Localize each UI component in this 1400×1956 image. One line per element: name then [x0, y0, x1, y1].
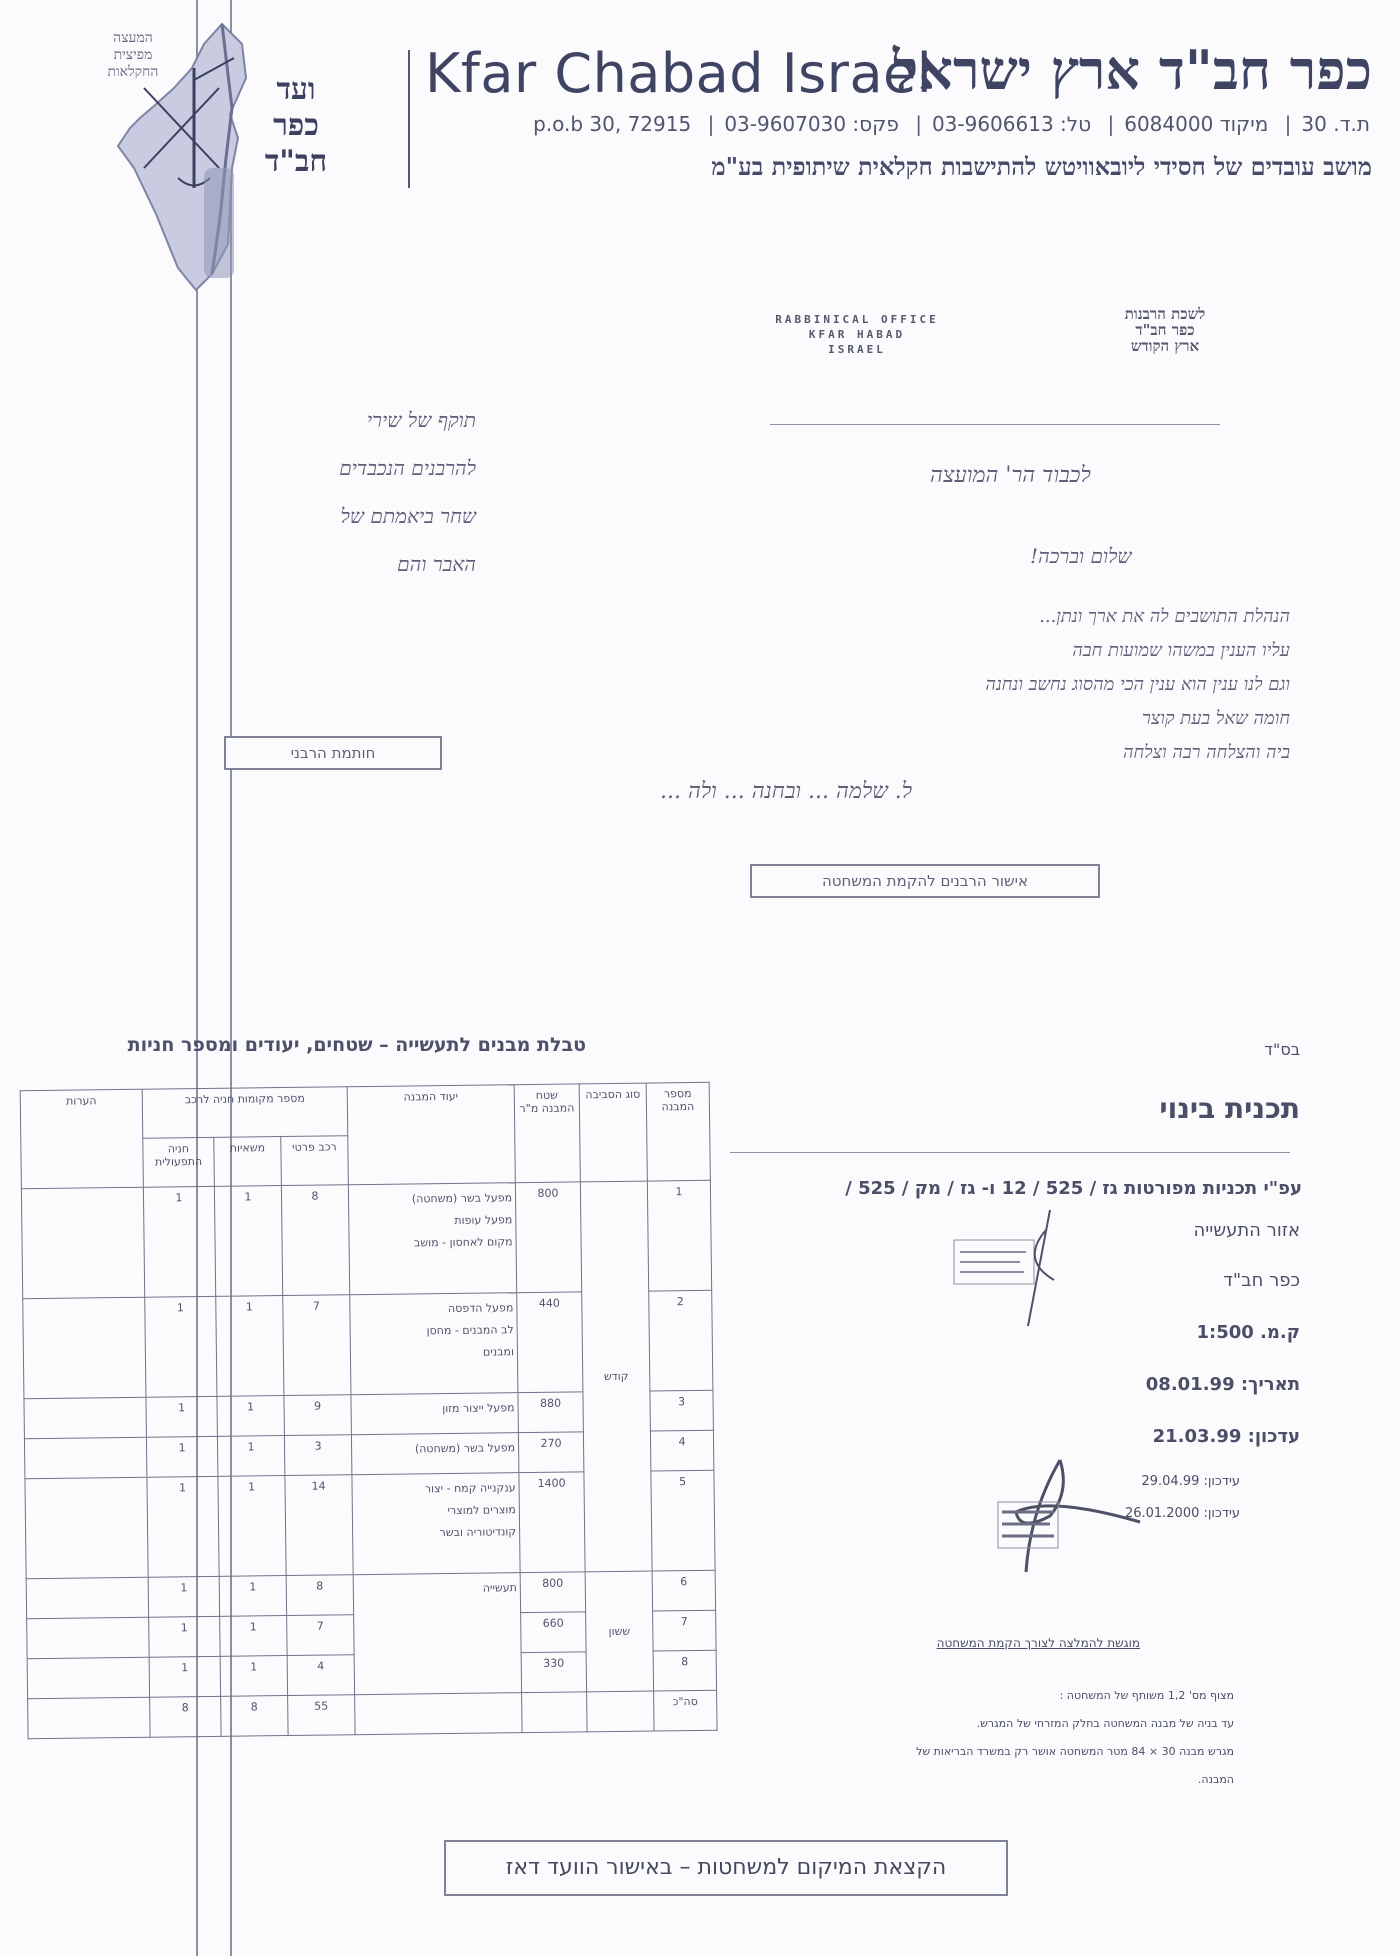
handwritten-line: עליו הענין במשהו שמועות חבה: [1072, 640, 1290, 661]
cell-area: 660: [521, 1612, 586, 1653]
cell-zone: קודש: [580, 1181, 652, 1572]
handwritten-left-note: [226, 396, 476, 588]
rabbinical-office-hebrew: [1050, 306, 1280, 354]
cell-cars: 55: [288, 1695, 355, 1736]
cell-notes: [25, 1477, 148, 1578]
col-header-built-area: שטח המבנה מ"ר: [514, 1084, 580, 1183]
col-header-trucks: משאיות: [214, 1137, 282, 1187]
cell-zone-empty: [587, 1691, 654, 1732]
cell-uses: [355, 1693, 522, 1735]
rabbinical-office-line: KFAR HABAD: [808, 328, 906, 341]
cell-cars: 4: [287, 1655, 354, 1696]
cell-area: 800: [515, 1182, 581, 1293]
cell-uses: [351, 1393, 518, 1435]
table-row: [21, 1180, 711, 1298]
handwritten-greeting: שלום וברכה!: [1030, 544, 1132, 568]
buildings-table-wrap: [20, 1082, 719, 1800]
cell-cars: 7: [287, 1615, 354, 1656]
col-header-purpose: יעוד המבנה: [347, 1085, 515, 1185]
cell-uses: [351, 1433, 518, 1475]
engineer-stamp-signature-icon: [950, 1200, 1070, 1330]
cell-uses: [350, 1293, 518, 1395]
col-header-notes: הערות: [20, 1089, 143, 1188]
cell-area: 1400: [519, 1472, 585, 1573]
cell-area: 800: [520, 1572, 585, 1613]
rabbinical-office-line: ארץ הקודש: [1130, 337, 1200, 355]
use-line: מפעל בשר (משחטה): [414, 1441, 516, 1456]
cell-area: 440: [517, 1292, 583, 1393]
stamp-label: חותמת הרבני: [290, 744, 376, 762]
cell-notes: [27, 1657, 149, 1698]
cell-cars: 8: [286, 1575, 353, 1616]
cell-notes: [24, 1437, 146, 1478]
use-line: ומבנים: [482, 1345, 514, 1359]
handwritten-body: [670, 600, 1290, 770]
title-hebrew: כפר חב"ד ארץ ישראל: [893, 38, 1372, 102]
cell-zone: ששון: [585, 1571, 653, 1692]
col-header-parking: מספר מקומות חניה לרכב: [142, 1087, 348, 1139]
cell-cars: 3: [284, 1435, 351, 1476]
cell-notes: [23, 1297, 146, 1398]
title-english: Kfar Chabad Israel: [425, 42, 933, 105]
cell-loading: 1: [149, 1656, 220, 1697]
approval-line: עד בניה של מבנה המשחטה בחלק המזרחי של המגרש.: [976, 1717, 1234, 1730]
handwritten-line: להרבנים הנכבדים: [339, 456, 476, 480]
rabbinical-office-line: כפר חב"ד: [1135, 321, 1195, 339]
logo-small-line: המעצה: [113, 30, 153, 46]
use-line: מוצרים למוצרי: [447, 1503, 516, 1518]
cell-loading: 1: [143, 1186, 215, 1297]
rabbinical-office-line: RABBINICAL OFFICE: [775, 313, 939, 326]
rabbinical-office-english: [722, 312, 992, 357]
cell-area: 880: [518, 1392, 583, 1433]
handwritten-line: וגם לנו ענין הוא ענין הכי מהסוג נחשב ונחנה: [985, 674, 1290, 695]
cell-loading: 1: [149, 1616, 220, 1657]
use-line: מפעל עופות: [454, 1213, 513, 1227]
cell-num: 4: [650, 1430, 713, 1471]
plan-extra-date: עידכון: 26.01.2000: [1124, 1506, 1240, 1521]
pob-english: p.o.b 30, 72915: [533, 112, 692, 136]
handwritten-line: ביה והצלחה רבה וצלחה: [1122, 742, 1290, 763]
plan-date: תאריך: 08.01.99: [1145, 1374, 1300, 1395]
cell-trucks: 1: [220, 1656, 287, 1697]
handwritten-addressee: לכבוד הר' המועצה: [930, 463, 1091, 488]
handwritten-line: שחר ביאמתם של: [340, 504, 476, 528]
header-separator: [408, 50, 410, 188]
cell-cars: 8: [281, 1185, 349, 1296]
cell-num: 8: [653, 1650, 716, 1691]
letter-date-rule: [770, 424, 1220, 425]
buildings-table-title: טבלת מבנים לתעשייה – שטחים, יעודים ומספר חניות: [127, 1034, 586, 1056]
handwritten-line: תוקף של שירי: [366, 408, 476, 432]
cell-uses: [348, 1183, 516, 1295]
cell-trucks: 1: [217, 1396, 284, 1437]
cell-loading: 8: [150, 1696, 221, 1737]
cell-num: 6: [652, 1570, 715, 1611]
approval-notes: [916, 1682, 1234, 1794]
cell-cars: 7: [283, 1295, 351, 1396]
rabbi-stamp-box: [224, 736, 442, 770]
use-line: ענקנייה קמח - יצור: [424, 1481, 516, 1496]
cell-uses: [353, 1573, 521, 1695]
cell-area: 330: [521, 1652, 586, 1693]
approval-line: מגרש מבנה 30 × 84 מטר המשחטה אושר רק במשרד הבריאות של: [916, 1745, 1234, 1758]
approval-heading: מוגשת להמלצה לצורך הקמת המשחטה: [936, 1636, 1140, 1650]
cell-num: 3: [650, 1390, 713, 1431]
handwritten-line: חומה שאל בעת קוצר: [1142, 708, 1290, 729]
cell-cars: 14: [285, 1475, 353, 1576]
stamp-label: אישור הרבנים להקמת המשחטה: [821, 872, 1029, 890]
rabbinical-office-line: לשכת הרבנות: [1124, 305, 1206, 323]
use-line: תעשייה: [482, 1581, 517, 1595]
cell-trucks: 1: [214, 1186, 282, 1297]
pob-hebrew: ת.ד. 30: [1301, 112, 1370, 136]
bsd-mark: בס"ד: [1264, 1040, 1300, 1059]
plan-title: תכנית בינוי: [1159, 1092, 1300, 1125]
cell-trucks: 1: [216, 1296, 284, 1397]
cell-num: 1: [647, 1180, 711, 1291]
rabbis-approval-box: [750, 864, 1100, 898]
cell-loading: 1: [145, 1296, 217, 1397]
buildings-table: [20, 1082, 718, 1739]
letterhead-subtitle: מושב עובדים של חסידי ליובאוויטש להתישבות חקלאית שיתופית בע"מ: [711, 152, 1372, 181]
approval-line: מצוף מס' 1,2 משותף של המשחטה :: [1059, 1689, 1234, 1702]
cell-loading: 1: [148, 1576, 219, 1617]
plan-extra-date: עידכון: 29.04.99: [1141, 1474, 1240, 1489]
cell-num: 7: [653, 1610, 716, 1651]
use-line: מפעל הדפסה: [447, 1301, 514, 1316]
logo-vaad-text: [256, 72, 336, 180]
kfar-chabad-logo: [78, 18, 358, 308]
cell-loading: 1: [146, 1436, 217, 1477]
cell-trucks: 1: [218, 1476, 286, 1577]
cell-notes: [21, 1187, 144, 1298]
plan-title-rule: [730, 1152, 1290, 1153]
handwritten-line: הנהלת התושבים לה את ארך ונתן...: [1039, 606, 1290, 627]
col-header-num: מספר המבנה: [646, 1082, 710, 1181]
cell-loading: 1: [146, 1396, 217, 1437]
telephone: טל: 03-9606613: [931, 112, 1092, 136]
use-line: מפעל בשר (משחטה): [411, 1191, 513, 1206]
cell-num: 5: [651, 1470, 715, 1571]
cell-trucks: 1: [219, 1576, 286, 1617]
cell-trucks: 1: [217, 1436, 284, 1477]
cell-notes: [26, 1577, 148, 1618]
cell-area: [522, 1692, 587, 1733]
logo-vaad-line: כפר: [273, 108, 319, 143]
slaughterhouse-allocation-stamp: [444, 1840, 1008, 1896]
cell-num: 2: [649, 1290, 713, 1391]
plan-based-on: עפ"י תכניות מפורטות גז / 525 / 12 ו- גז / מק / 525 /: [845, 1178, 1302, 1199]
plan-place: כפר חב"ד: [1223, 1270, 1300, 1291]
use-line: לב המבנים - מחסן: [426, 1323, 514, 1338]
col-header-area-type: סוג הסביבה: [579, 1083, 647, 1182]
cell-loading: 1: [147, 1476, 219, 1577]
contact-line: ת.ד. 30| מיקוד 6084000| טל: 03-9606613| פקס: 03-9607030| p.o.b 30, 72915: [533, 112, 1370, 136]
cell-num: סה"כ: [654, 1690, 717, 1731]
rabbinical-office-line: ISRAEL: [828, 343, 886, 356]
use-line: קונדיטוריה ובשר: [439, 1525, 517, 1540]
logo-small-line: החקלאות: [107, 64, 159, 80]
plan-zone: אזור התעשייה: [1193, 1220, 1300, 1241]
col-header-cars: רכב פרטי: [281, 1136, 349, 1186]
plan-update: עדכון: 21.03.99: [1152, 1426, 1300, 1447]
col-header-loading: חניה התפעולית: [143, 1137, 215, 1187]
zip-code: מיקוד 6084000: [1124, 112, 1269, 136]
plan-scale: ק.מ. 1:500: [1196, 1322, 1300, 1343]
handwritten-signatures: ל. שלמה ... ובחנה ... ולה ...: [660, 779, 913, 804]
cell-notes: [28, 1697, 150, 1738]
logo-small-text: [78, 30, 188, 81]
logo-vaad-line: ועד: [276, 72, 316, 107]
table-total-row: [28, 1690, 717, 1738]
cell-cars: 9: [284, 1395, 351, 1436]
use-line: מקום לאחסון - מושב: [413, 1235, 513, 1250]
cell-notes: [24, 1397, 146, 1438]
table-row: [26, 1570, 715, 1618]
logo-small-line: מפיצית: [113, 47, 153, 63]
logo-vaad-line: חב"ד: [264, 144, 328, 179]
cell-area: 270: [518, 1432, 583, 1473]
handwritten-line: האבר והם: [397, 552, 476, 576]
table-header-row: [20, 1082, 710, 1139]
architect-signature-icon: [990, 1452, 1150, 1582]
cell-uses: [352, 1473, 520, 1575]
cell-trucks: 1: [220, 1616, 287, 1657]
cell-trucks: 8: [221, 1696, 288, 1737]
stamp-label: הקצאת המיקום למשחטות – באישור הוועד דאז: [505, 1855, 947, 1880]
fax: פקס: 03-9607030: [724, 112, 899, 136]
cell-notes: [27, 1617, 149, 1658]
use-line: מפעל ייצור מזון: [442, 1401, 515, 1416]
approval-line: המבנה.: [1197, 1773, 1234, 1786]
